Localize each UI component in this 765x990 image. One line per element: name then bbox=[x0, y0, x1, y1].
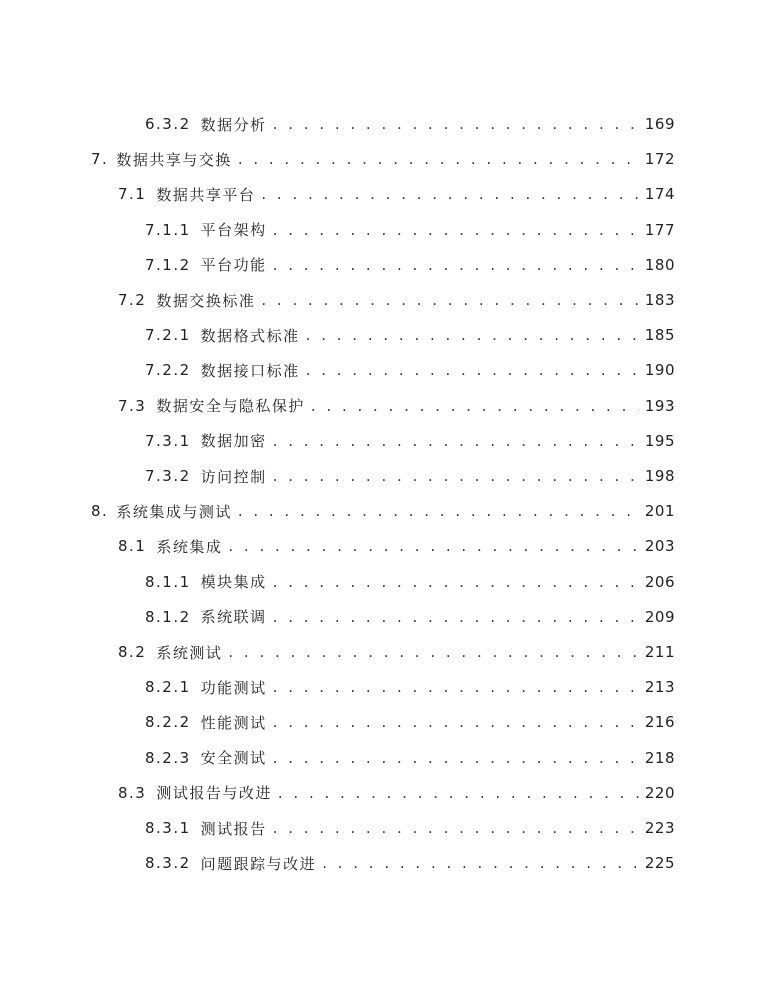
toc-dot-leader bbox=[306, 326, 639, 344]
toc-dot-leader bbox=[273, 432, 639, 450]
toc-entry-title: 系统集成与测试 bbox=[116, 502, 232, 521]
toc-entry[interactable] bbox=[145, 358, 675, 382]
toc-entry-title: 访问控制 bbox=[200, 467, 267, 486]
toc-entry-page-number: 206 bbox=[644, 572, 675, 591]
toc-entry-page-number: 213 bbox=[644, 678, 675, 697]
toc-entry[interactable] bbox=[145, 710, 675, 734]
toc-entry[interactable] bbox=[118, 182, 675, 206]
toc-entry[interactable] bbox=[118, 394, 675, 418]
toc-entry-title: 数据安全与隐私保护 bbox=[156, 397, 305, 416]
toc-entry[interactable] bbox=[145, 570, 675, 594]
toc-entry-title: 测试报告与改进 bbox=[156, 784, 272, 803]
toc-dot-leader bbox=[273, 256, 639, 274]
toc-entry-number: 7.3 bbox=[118, 396, 147, 415]
toc-entry[interactable] bbox=[91, 147, 675, 171]
toc-entry-page-number: 193 bbox=[644, 396, 675, 415]
toc-entry-page-number: 201 bbox=[644, 502, 675, 521]
toc-entry[interactable] bbox=[91, 499, 675, 523]
toc-entry-number: 8.1.2 bbox=[145, 607, 191, 626]
toc-entry-number: 7.2.1 bbox=[145, 326, 191, 345]
toc-entry[interactable] bbox=[118, 781, 675, 805]
toc-dot-leader bbox=[273, 221, 639, 239]
toc-entry-page-number: 216 bbox=[644, 713, 675, 732]
toc-entry[interactable] bbox=[118, 640, 675, 664]
toc-entry-title: 问题跟踪与改进 bbox=[200, 854, 317, 873]
toc-entry-number: 8.2.3 bbox=[145, 748, 191, 767]
toc-dot-leader bbox=[278, 784, 639, 802]
toc-entry-page-number: 198 bbox=[644, 467, 675, 485]
toc-entry-title: 数据接口标准 bbox=[200, 361, 300, 380]
toc-entry-title: 数据共享平台 bbox=[156, 185, 256, 204]
toc-dot-leader bbox=[261, 291, 638, 309]
toc-dot-leader bbox=[273, 467, 639, 485]
toc-entry-title: 功能测试 bbox=[200, 678, 267, 697]
toc-entry-number: 7.1 bbox=[118, 185, 147, 204]
toc-entry-number: 7.3.1 bbox=[145, 431, 191, 450]
toc-entry-number: 7.1.2 bbox=[145, 255, 191, 274]
toc-entry-number: 8.3.1 bbox=[145, 819, 191, 837]
toc-entry-number: 8.2.2 bbox=[145, 713, 191, 732]
toc-entry-title: 数据格式标准 bbox=[200, 326, 300, 345]
toc-entry-title: 平台架构 bbox=[200, 221, 267, 240]
toc-entry[interactable] bbox=[145, 675, 675, 699]
toc-entry-page-number: 220 bbox=[644, 783, 675, 802]
toc-entry-title: 数据分析 bbox=[200, 115, 267, 134]
toc-entry-page-number: 203 bbox=[644, 537, 675, 556]
toc-dot-leader bbox=[273, 573, 639, 591]
toc-entry-number: 7.3.2 bbox=[145, 467, 191, 485]
toc-entry-number: 7.2.2 bbox=[145, 361, 191, 380]
toc-entry-page-number: 185 bbox=[644, 326, 675, 345]
toc-dot-leader bbox=[273, 713, 639, 731]
toc-entry-page-number: 225 bbox=[644, 854, 675, 873]
toc-entry-title: 系统集成 bbox=[156, 537, 223, 556]
toc-entry[interactable] bbox=[145, 218, 675, 242]
toc-entry-number: 8.2.1 bbox=[145, 678, 191, 697]
toc-entry-page-number: 218 bbox=[644, 748, 675, 767]
toc-entry-title: 测试报告 bbox=[200, 819, 267, 838]
toc-entry-page-number: 183 bbox=[644, 291, 675, 309]
toc-entry-title: 数据交换标准 bbox=[156, 291, 256, 310]
toc-entry-title: 数据加密 bbox=[200, 432, 267, 451]
toc-dot-leader bbox=[261, 185, 638, 203]
toc-dot-leader bbox=[273, 749, 639, 767]
toc-dot-leader bbox=[228, 537, 638, 555]
toc-entry-page-number: 169 bbox=[644, 115, 675, 133]
toc-entry-number: 8. bbox=[91, 502, 109, 521]
toc-entry-title: 数据共享与交换 bbox=[116, 150, 232, 169]
toc-dot-leader bbox=[238, 502, 639, 520]
toc-dot-leader bbox=[311, 397, 639, 415]
toc-entry-page-number: 172 bbox=[644, 150, 675, 169]
toc-entry-number: 6.3.2 bbox=[145, 115, 191, 133]
toc-entry-number: 8.3 bbox=[118, 783, 147, 802]
toc-entry-title: 系统测试 bbox=[156, 643, 223, 662]
toc-entry[interactable] bbox=[118, 288, 675, 312]
toc-entry-number: 8.2 bbox=[118, 643, 147, 661]
toc-dot-leader bbox=[273, 115, 639, 133]
toc-entry-number: 7.2 bbox=[118, 291, 147, 309]
toc-dot-leader bbox=[306, 361, 639, 379]
toc-dot-leader bbox=[273, 678, 639, 696]
toc-entry[interactable] bbox=[145, 746, 675, 770]
toc-entry-page-number: 223 bbox=[644, 819, 675, 837]
toc-entry-title: 平台功能 bbox=[200, 256, 267, 275]
toc-entry-title: 性能测试 bbox=[200, 713, 267, 732]
toc-entry-page-number: 174 bbox=[644, 185, 675, 204]
toc-entry[interactable] bbox=[118, 534, 675, 558]
toc-entry-page-number: 211 bbox=[644, 643, 675, 661]
toc-entry-page-number: 190 bbox=[644, 361, 675, 380]
toc-dot-leader bbox=[273, 819, 639, 837]
toc-entry-title: 模块集成 bbox=[200, 573, 267, 592]
toc-entry[interactable] bbox=[145, 464, 675, 488]
toc-entry-page-number: 209 bbox=[644, 607, 675, 626]
toc-entry[interactable] bbox=[145, 605, 675, 629]
toc-entry-number: 8.3.2 bbox=[145, 854, 191, 873]
toc-entry[interactable] bbox=[145, 323, 675, 347]
toc-dot-leader bbox=[273, 608, 639, 626]
toc-dot-leader bbox=[322, 854, 639, 872]
toc-entry[interactable] bbox=[145, 112, 675, 136]
toc-entry[interactable] bbox=[145, 816, 675, 840]
toc-entry[interactable] bbox=[145, 429, 675, 453]
toc-dot-leader bbox=[238, 150, 639, 168]
toc-entry-number: 7.1.1 bbox=[145, 220, 191, 239]
toc-entry[interactable] bbox=[145, 253, 675, 277]
toc-entry-number: 8.1 bbox=[118, 537, 147, 556]
toc-entry[interactable] bbox=[145, 851, 675, 875]
toc-entry-page-number: 180 bbox=[644, 255, 675, 274]
toc-entry-title: 系统联调 bbox=[200, 608, 267, 627]
toc-entry-number: 8.1.1 bbox=[145, 572, 191, 591]
toc-dot-leader bbox=[228, 643, 638, 661]
toc-entry-number: 7. bbox=[91, 150, 109, 169]
toc-entry-page-number: 177 bbox=[644, 220, 675, 239]
toc-entry-title: 安全测试 bbox=[200, 749, 267, 768]
toc-entry-page-number: 195 bbox=[644, 431, 675, 450]
